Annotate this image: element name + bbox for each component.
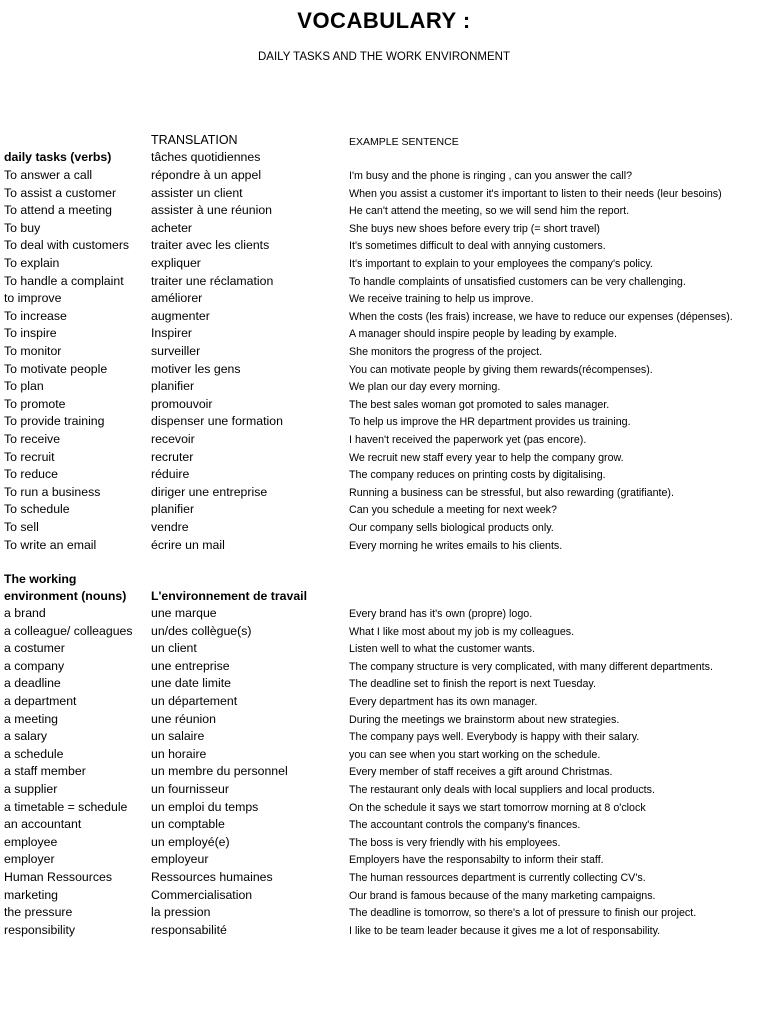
example-sentence: The company pays well. Everybody is happy with their salary. (349, 731, 640, 744)
vocab-row (0, 502, 768, 520)
term-en: Human Ressources (4, 870, 112, 884)
term-fr: planifier (151, 502, 195, 517)
term-fr: vendre (151, 520, 189, 534)
page-title: VOCABULARY : (297, 8, 471, 33)
term-fr: un fournisseur (151, 782, 229, 796)
term-en: To handle a complaint (4, 273, 124, 288)
term-fr: un client (151, 641, 197, 656)
example-header: EXAMPLE SENTENCE (349, 136, 459, 148)
term-en: a schedule (4, 746, 64, 761)
term-fr: un emploi du temps (151, 799, 259, 814)
term-fr: traiter une réclamation (151, 273, 274, 288)
term-fr: assister un client (151, 185, 243, 200)
vocab-row (0, 274, 768, 292)
term-en: a salary (4, 729, 48, 744)
example-sentence: The restaurant only deals with local suppliers and local products. (349, 784, 655, 796)
page-subtitle: DAILY TASKS AND THE WORK ENVIRONMENT (258, 51, 510, 63)
vocab-row (0, 712, 768, 730)
term-en: a brand (4, 606, 46, 620)
term-fr: motiver les gens (151, 361, 241, 376)
term-fr: acheter (151, 220, 193, 235)
example-sentence: It's sometimes difficult to deal with annying customers. (349, 240, 606, 253)
term-en: To attend a meeting (4, 203, 113, 218)
term-fr: une entreprise (151, 658, 230, 673)
term-fr: employeur (151, 852, 209, 867)
section-nouns-translation: L'environnement de travail (151, 589, 307, 603)
term-fr: recruter (151, 449, 194, 464)
example-sentence: Can you schedule a meeting for next week? (349, 504, 557, 517)
vocab-row (0, 256, 768, 274)
vocab-row (0, 326, 768, 344)
vocab-row (0, 520, 768, 538)
term-en: To buy (4, 220, 41, 235)
term-en: To promote (4, 396, 66, 411)
example-sentence: Every brand has it's own (propre) logo. (349, 608, 533, 620)
vocab-row (0, 203, 768, 221)
example-sentence: Employers have the responsabilty to inform their staff. (349, 854, 604, 867)
example-sentence: What I like most about my job is my colleagues. (349, 625, 575, 638)
section-nouns-title-line1: The working (4, 572, 77, 586)
vocab-row (0, 659, 768, 677)
section-nouns-heading (0, 572, 768, 608)
term-en: employer (4, 852, 55, 867)
term-en: an accountant (4, 817, 82, 832)
section-nouns-title-line2: environment (nouns) (4, 589, 127, 603)
term-en: To schedule (4, 502, 70, 517)
term-fr: une réunion (151, 711, 216, 726)
example-sentence: The company reduces on printing costs by digitalising. (349, 469, 606, 482)
example-sentence: On the schedule it says we start tomorrow morning at 8 o'clock (349, 801, 646, 814)
example-sentence: Listen well to what the customer wants. (349, 643, 535, 656)
example-sentence: The company structure is very complicated, with many different departments. (349, 660, 713, 673)
term-fr: un salaire (151, 729, 205, 744)
term-en: To increase (4, 308, 67, 323)
example-sentence: The deadline is tomorrow, so there's a lot of pressure to finish our project. (349, 907, 697, 920)
term-en: a company (4, 658, 65, 673)
term-en: to improve (4, 291, 62, 306)
vocab-row (0, 238, 768, 256)
term-en: To explain (4, 256, 60, 270)
term-en: the pressure (4, 905, 73, 920)
term-fr: un horaire (151, 746, 207, 761)
example-sentence: When you assist a customer it's important to listen to their needs (leur besoins) (349, 187, 722, 200)
term-en: To motivate people (4, 361, 108, 376)
term-en: To plan (4, 379, 44, 394)
term-fr: écrire un mail (151, 537, 225, 552)
vocab-row (0, 362, 768, 380)
term-en: To recruit (4, 449, 55, 464)
example-sentence: The best sales woman got promoted to sales manager. (349, 398, 610, 411)
example-sentence: I haven't received the paperwork yet (pas encore). (349, 434, 587, 446)
term-en: To inspire (4, 326, 57, 341)
example-sentence: I like to be team leader because it gives me a lot of responsability. (349, 924, 661, 937)
vocab-row (0, 538, 768, 556)
vocab-row (0, 870, 768, 888)
term-en: To answer a call (4, 168, 93, 182)
example-sentence: We plan our day every morning. (349, 381, 501, 394)
example-sentence: He can't attend the meeting, so we will send him the report. (349, 205, 630, 218)
term-fr: un département (151, 694, 238, 708)
vocab-row (0, 168, 768, 186)
vocab-row (0, 694, 768, 712)
term-en: To receive (4, 432, 61, 446)
term-en: marketing (4, 887, 58, 902)
section-verbs-heading (0, 150, 768, 168)
term-fr: un/des collègue(s) (151, 623, 252, 638)
term-fr: planifier (151, 379, 195, 394)
example-sentence: She buys new shoes before every trip (= short travel) (349, 222, 600, 235)
term-fr: un employé(e) (151, 834, 230, 849)
example-sentence: We receive training to help us improve. (349, 293, 534, 306)
example-sentence: During the meetings we brainstorm about new strategies. (349, 713, 620, 726)
example-sentence: Running a business can be stressful, but also rewarding (gratifiante). (349, 486, 674, 499)
example-sentence: To help us improve the HR department provides us training. (349, 416, 631, 429)
term-fr: améliorer (151, 291, 203, 306)
example-sentence: The deadline set to finish the report is next Tuesday. (349, 678, 596, 691)
term-fr: surveiller (151, 344, 201, 358)
term-en: a supplier (4, 782, 58, 796)
vocab-row (0, 221, 768, 239)
translation-header: TRANSLATION (151, 133, 238, 147)
vocab-row (0, 414, 768, 432)
term-fr: promouvoir (151, 396, 213, 411)
vocab-row (0, 835, 768, 853)
term-fr: augmenter (151, 308, 210, 323)
vocab-row (0, 817, 768, 835)
vocab-row (0, 641, 768, 659)
term-en: a timetable = schedule (4, 799, 128, 814)
term-en: a costumer (4, 641, 65, 656)
term-fr: recevoir (151, 432, 195, 446)
term-en: a department (4, 694, 77, 708)
vocab-row (0, 782, 768, 800)
example-sentence: It's important to explain to your employees the company's policy. (349, 258, 653, 270)
example-sentence: The accountant controls the company's finances. (349, 819, 581, 832)
term-en: To provide training (4, 414, 105, 429)
term-en: To reduce (4, 467, 59, 482)
term-fr: traiter avec les clients (151, 238, 270, 253)
vocab-row (0, 309, 768, 327)
vocab-row (0, 624, 768, 642)
term-fr: dispenser une formation (151, 414, 283, 429)
vocab-row (0, 764, 768, 782)
term-en: employee (4, 834, 58, 849)
example-sentence: We recruit new staff every year to help the company grow. (349, 451, 624, 464)
vocab-row (0, 676, 768, 694)
example-sentence: you can see when you start working on the schedule. (349, 748, 601, 761)
term-fr: expliquer (151, 256, 201, 270)
example-sentence: Every member of staff receives a gift around Christmas. (349, 766, 613, 779)
vocab-row (0, 606, 768, 624)
term-en: To sell (4, 520, 39, 534)
term-fr: une date limite (151, 676, 231, 691)
vocab-row (0, 397, 768, 415)
vocab-row (0, 729, 768, 747)
term-fr: répondre à un appel (151, 168, 262, 182)
vocab-row (0, 450, 768, 468)
example-sentence: Every morning he writes emails to his clients. (349, 539, 563, 552)
example-sentence: She monitors the progress of the project. (349, 346, 543, 358)
term-en: a staff member (4, 764, 86, 779)
term-fr: Commercialisation (151, 887, 253, 902)
vocab-row (0, 432, 768, 450)
vocab-row (0, 467, 768, 485)
vocab-row (0, 485, 768, 503)
term-fr: responsabilité (151, 922, 227, 937)
vocab-row (0, 923, 768, 941)
term-en: responsibility (4, 922, 76, 937)
term-fr: un membre du personnel (151, 764, 288, 779)
section-verbs-translation: tâches quotidiennes (151, 150, 261, 164)
term-en: To monitor (4, 344, 62, 358)
example-sentence: The human ressources department is currently collecting CV's. (349, 872, 646, 884)
term-fr: assister à une réunion (151, 203, 272, 218)
term-fr: la pression (151, 905, 211, 920)
term-en: a colleague/ colleagues (4, 623, 133, 638)
vocab-row (0, 379, 768, 397)
term-fr: Ressources humaines (151, 870, 273, 884)
example-sentence: Every department has its own manager. (349, 696, 538, 708)
term-en: To deal with customers (4, 238, 130, 253)
term-fr: diriger une entreprise (151, 484, 268, 499)
example-sentence: A manager should inspire people by leading by example. (349, 328, 617, 341)
vocab-row (0, 852, 768, 870)
example-sentence: To handle complaints of unsatisfied customers can be very challenging. (349, 275, 686, 288)
example-sentence: When the costs (les frais) increase, we have to reduce our expenses (dépenses). (349, 310, 733, 323)
vocab-row (0, 747, 768, 765)
term-fr: réduire (151, 467, 190, 482)
term-en: a meeting (4, 711, 59, 726)
vocab-row (0, 800, 768, 818)
vocab-row (0, 291, 768, 309)
example-sentence: Our brand is famous because of the many marketing campaigns. (349, 889, 656, 902)
term-en: a deadline (4, 676, 61, 691)
example-sentence: The boss is very friendly with his employees. (349, 836, 561, 849)
term-en: To run a business (4, 484, 101, 499)
vocab-row (0, 888, 768, 906)
example-sentence: I'm busy and the phone is ringing , can you answer the call? (349, 170, 633, 182)
example-sentence: You can motivate people by giving them rewards(récompenses). (349, 363, 653, 376)
term-en: To write an email (4, 537, 97, 552)
term-fr: une marque (151, 606, 217, 620)
term-fr: Inspirer (151, 326, 193, 341)
term-en: To assist a customer (4, 185, 117, 200)
term-fr: un comptable (151, 817, 225, 832)
vocab-row (0, 344, 768, 362)
section-verbs-title: daily tasks (verbs) (4, 150, 112, 164)
vocab-row (0, 905, 768, 923)
example-sentence: Our company sells biological products only. (349, 522, 554, 534)
vocab-row (0, 186, 768, 204)
